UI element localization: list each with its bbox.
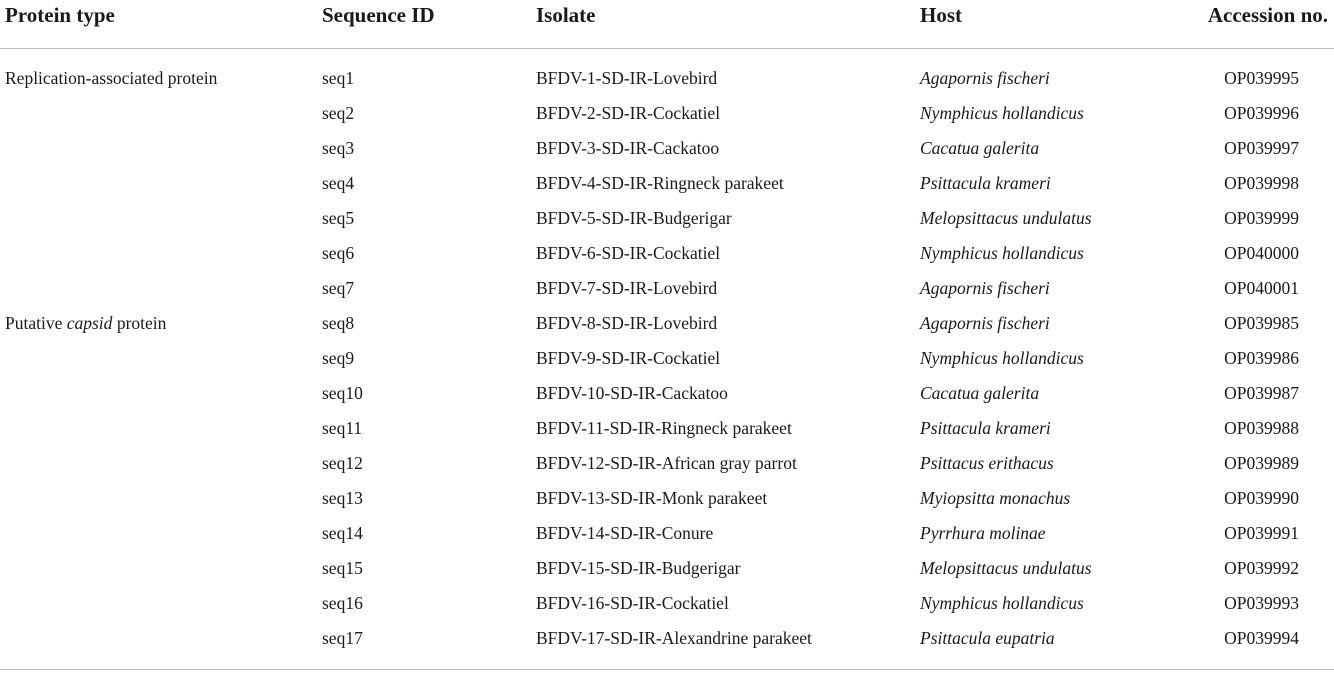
- cell-isolate: BFDV-15-SD-IR-Budgerigar: [536, 558, 741, 578]
- cell-sequence-id: seq4: [322, 173, 355, 193]
- group-label-replication: Replication-associated protein: [5, 68, 218, 88]
- cell-protein-type: [0, 481, 322, 516]
- cell-host: Melopsittacus undulatus: [920, 558, 1092, 578]
- header-isolate: Isolate: [536, 0, 920, 49]
- cell-protein-type: [0, 621, 322, 670]
- header-sequence-id: Sequence ID: [322, 0, 536, 49]
- cell-sequence-id: seq11: [322, 418, 363, 438]
- cell-host: Melopsittacus undulatus: [920, 208, 1092, 228]
- cell-host: Cacatua galerita: [920, 383, 1040, 403]
- cell-sequence-id: seq9: [322, 348, 355, 368]
- table-row: [0, 551, 1334, 586]
- cell-host: Cacatua galerita: [920, 138, 1040, 158]
- table-row: [0, 306, 1334, 341]
- cell-sequence-id: seq2: [322, 103, 355, 123]
- cell-isolate: BFDV-14-SD-IR-Conure: [536, 523, 714, 543]
- cell-protein-type: [0, 96, 322, 131]
- table-row: [0, 131, 1334, 166]
- cell-sequence-id: seq5: [322, 208, 355, 228]
- cell-sequence-id: seq3: [322, 138, 355, 158]
- cell-accession: OP039991: [1224, 523, 1299, 543]
- cell-protein-type: [0, 166, 322, 201]
- capsid-prefix: Putative: [5, 313, 67, 333]
- cell-host: Psittacus erithacus: [920, 453, 1054, 473]
- cell-isolate: BFDV-5-SD-IR-Budgerigar: [536, 208, 732, 228]
- cell-sequence-id: seq15: [322, 558, 363, 578]
- cell-isolate: BFDV-9-SD-IR-Cockatiel: [536, 348, 721, 368]
- table-row: [0, 49, 1334, 97]
- cell-isolate: BFDV-4-SD-IR-Ringneck parakeet: [536, 173, 784, 193]
- cell-host: Pyrrhura molinae: [920, 523, 1046, 543]
- table-row: [0, 376, 1334, 411]
- capsid-suffix: protein: [112, 313, 167, 333]
- cell-isolate: BFDV-12-SD-IR-African gray parrot: [536, 453, 797, 473]
- cell-host: Psittacula eupatria: [920, 621, 1180, 670]
- cell-accession: OP039998: [1224, 173, 1299, 193]
- cell-host: Agapornis fischeri: [920, 278, 1050, 298]
- cell-host: Agapornis fischeri: [920, 68, 1050, 88]
- cell-isolate: BFDV-13-SD-IR-Monk parakeet: [536, 488, 768, 508]
- table-row: [0, 621, 1334, 670]
- cell-protein-type: [0, 271, 322, 306]
- cell-sequence-id: seq8: [322, 313, 355, 333]
- cell-accession: OP039993: [1224, 593, 1299, 613]
- cell-sequence-id: seq14: [322, 523, 363, 543]
- table-header: [0, 0, 1334, 49]
- cell-isolate: BFDV-6-SD-IR-Cockatiel: [536, 243, 721, 263]
- cell-isolate: BFDV-7-SD-IR-Lovebird: [536, 278, 718, 298]
- table-row: [0, 446, 1334, 481]
- cell-sequence-id: seq6: [322, 243, 355, 263]
- cell-protein-type: [0, 376, 322, 411]
- table-row: [0, 166, 1334, 201]
- cell-host: Nymphicus hollandicus: [920, 593, 1084, 613]
- header-host: Host: [920, 0, 1180, 49]
- cell-host: Psittacula krameri: [920, 173, 1051, 193]
- table-row: [0, 341, 1334, 376]
- cell-protein-type: [0, 586, 322, 621]
- cell-accession: OP039996: [1224, 103, 1299, 123]
- cell-isolate: BFDV-17-SD-IR-Alexandrine parakeet: [536, 621, 920, 670]
- header-accession: Accession no.: [1180, 0, 1334, 49]
- cell-host: Psittacula krameri: [920, 418, 1051, 438]
- table-row: [0, 201, 1334, 236]
- cell-host: Myiopsitta monachus: [920, 488, 1071, 508]
- cell-sequence-id: seq12: [322, 453, 363, 473]
- cell-accession: OP040000: [1224, 243, 1299, 263]
- cell-protein-type: [0, 411, 322, 446]
- cell-protein-type: [0, 201, 322, 236]
- cell-accession: OP039990: [1224, 488, 1299, 508]
- cell-protein-type: [0, 516, 322, 551]
- table-body: [0, 49, 1334, 670]
- cell-accession: OP039994: [1180, 621, 1334, 670]
- cell-protein-type: [0, 551, 322, 586]
- cell-host: Nymphicus hollandicus: [920, 103, 1084, 123]
- table-row: [0, 236, 1334, 271]
- cell-protein-type: [0, 446, 322, 481]
- cell-isolate: BFDV-8-SD-IR-Lovebird: [536, 313, 718, 333]
- cell-accession: OP040001: [1224, 278, 1299, 298]
- cell-accession: OP039989: [1224, 453, 1299, 473]
- cell-accession: OP039986: [1224, 348, 1299, 368]
- cell-isolate: BFDV-1-SD-IR-Lovebird: [536, 68, 718, 88]
- cell-host: Nymphicus hollandicus: [920, 243, 1084, 263]
- cell-protein-type: [0, 236, 322, 271]
- cell-isolate: BFDV-11-SD-IR-Ringneck parakeet: [536, 418, 792, 438]
- table-row: [0, 586, 1334, 621]
- cell-isolate: BFDV-2-SD-IR-Cockatiel: [536, 103, 721, 123]
- capsid-italic: capsid: [66, 313, 113, 333]
- cell-sequence-id: seq17: [322, 621, 536, 670]
- cell-sequence-id: seq10: [322, 383, 363, 403]
- cell-accession: OP039995: [1224, 68, 1299, 88]
- group-label-capsid: [0, 306, 322, 341]
- table-row: [0, 96, 1334, 131]
- cell-host: Agapornis fischeri: [920, 313, 1050, 333]
- cell-isolate: BFDV-10-SD-IR-Cackatoo: [536, 383, 728, 403]
- cell-isolate: BFDV-16-SD-IR-Cockatiel: [536, 593, 729, 613]
- table-row: [0, 271, 1334, 306]
- cell-protein-type: [0, 341, 322, 376]
- cell-protein-type: [0, 131, 322, 166]
- cell-accession: OP039987: [1224, 383, 1299, 403]
- cell-accession: OP039992: [1224, 558, 1299, 578]
- table-row: [0, 516, 1334, 551]
- cell-accession: OP039988: [1224, 418, 1299, 438]
- table-row: [0, 481, 1334, 516]
- cell-host: Nymphicus hollandicus: [920, 348, 1084, 368]
- cell-accession: OP039999: [1224, 208, 1299, 228]
- header-row: [0, 0, 1334, 49]
- table-row: [0, 411, 1334, 446]
- cell-sequence-id: seq1: [322, 68, 355, 88]
- header-protein-type: Protein type: [0, 0, 322, 49]
- cell-sequence-id: seq16: [322, 593, 363, 613]
- cell-isolate: BFDV-3-SD-IR-Cackatoo: [536, 138, 720, 158]
- cell-accession: OP039997: [1224, 138, 1299, 158]
- cell-sequence-id: seq13: [322, 488, 363, 508]
- cell-sequence-id: seq7: [322, 278, 355, 298]
- cell-accession: OP039985: [1224, 313, 1299, 333]
